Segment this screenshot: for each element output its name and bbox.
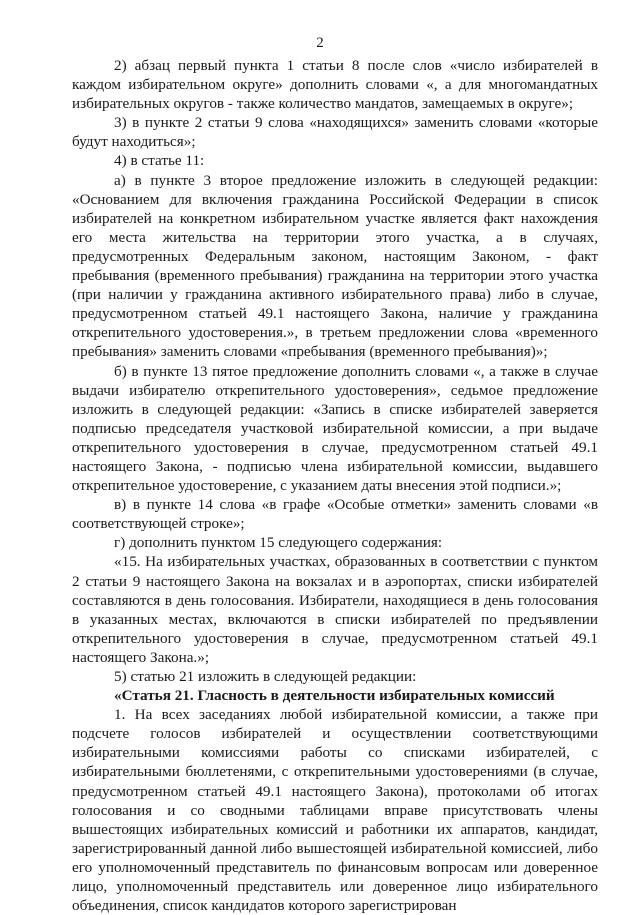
article-21-heading: «Статья 21. Гласность в деятельности избирательных комиссий <box>114 687 555 705</box>
page-number: 2 <box>316 35 324 51</box>
document-body <box>72 56 598 915</box>
paragraph-subitem-b: б) в пункте 13 пятое предложение дополнить словами «, а также в случае выдачи избирателю открепительного удостоверения», седьмое предложение изложить в следующей редакции: «Запись в списке избирателей заверяется подписью председателя участковой избирательной комиссии, а при выдаче открепительного удостоверения в случае, предусмотренном статьей 49.1 настоящего Закона, - подписью члена избирательной комиссии, выдавшего открепительное удостоверение, с указанием даты внесения этой подписи.»; <box>72 362 598 495</box>
paragraph-item-2: 2) абзац первый пункта 1 статьи 8 после слов «число избирателей в каждом избирательном округе» дополнить словами «, а для многомандатных избирательных округов - также количество мандатов, замещаемых в округе»; <box>72 57 598 113</box>
paragraph-article-21-point-1: 1. На всех заседаниях любой избирательной комиссии, а также при подсчете голосов избирателей и осуществлении соответствующими избирательными комиссиями работы со списками избирателей, с избирательными бюллетенями, с открепительными удостоверениями (в случае, предусмотренном статьей 49.1 настоящего Закона), протоколами об итогах голосования и со сводными таблицами вправе присутствовать члены вышестоящих избирательных комиссий и работники их аппаратов, кандидат, зарегистрированный данной либо вышестоящей избирательной комиссией, либо его уполномоченный представитель по финансовым вопросам или доверенное лицо, уполномоченный представитель или доверенное лицо избирательного объединения, список кандидатов которого зарегистрирован <box>72 706 598 915</box>
paragraph-item-4: 4) в статье 11: <box>114 152 205 170</box>
paragraph-item-5: 5) статью 21 изложить в следующей редакции: <box>114 668 417 685</box>
paragraph-subitem-v: в) в пункте 14 слова «в графе «Особые отметки» заменить словами «в соответствующей строке»; <box>72 496 598 533</box>
paragraph-quoted-point-15: «15. На избирательных участках, образованных в соответствии с пунктом 2 статьи 9 настоящего Закона на вокзалах и в аэропортах, списки избирателей составляются в день голосования. Избиратели, находящиеся в день голосования в указанных местах, включаются в списки избирателей по предъявлении открепительного удостоверения в случае, предусмотренном статьей 49.1 настоящего Закона.»; <box>72 553 598 666</box>
paragraph-item-3: 3) в пункте 2 статьи 9 слова «находящихся» заменить словами «которые будут находиться»; <box>72 114 598 151</box>
paragraph-subitem-a: а) в пункте 3 второе предложение изложить в следующей редакции: «Основанием для включения гражданина Российской Федерации в список избирателей на конкретном избирательном участке является факт нахождения его места жительства на территории этого участка, а в случаях, предусмотренных Федеральным законом, настоящим Законом, - факт пребывания (временного пребывания) гражданина на территории этого участка (при наличии у гражданина активного избирательного права) либо в случае, предусмотренном статьей 49.1 настоящего Закона, наличие у гражданина открепительного удостоверения.», в третьем предложении слова «временного пребывания» заменить словами «пребывания (временного пребывания)»; <box>72 171 598 361</box>
paragraph-subitem-g: г) дополнить пунктом 15 следующего содержания: <box>114 534 443 552</box>
